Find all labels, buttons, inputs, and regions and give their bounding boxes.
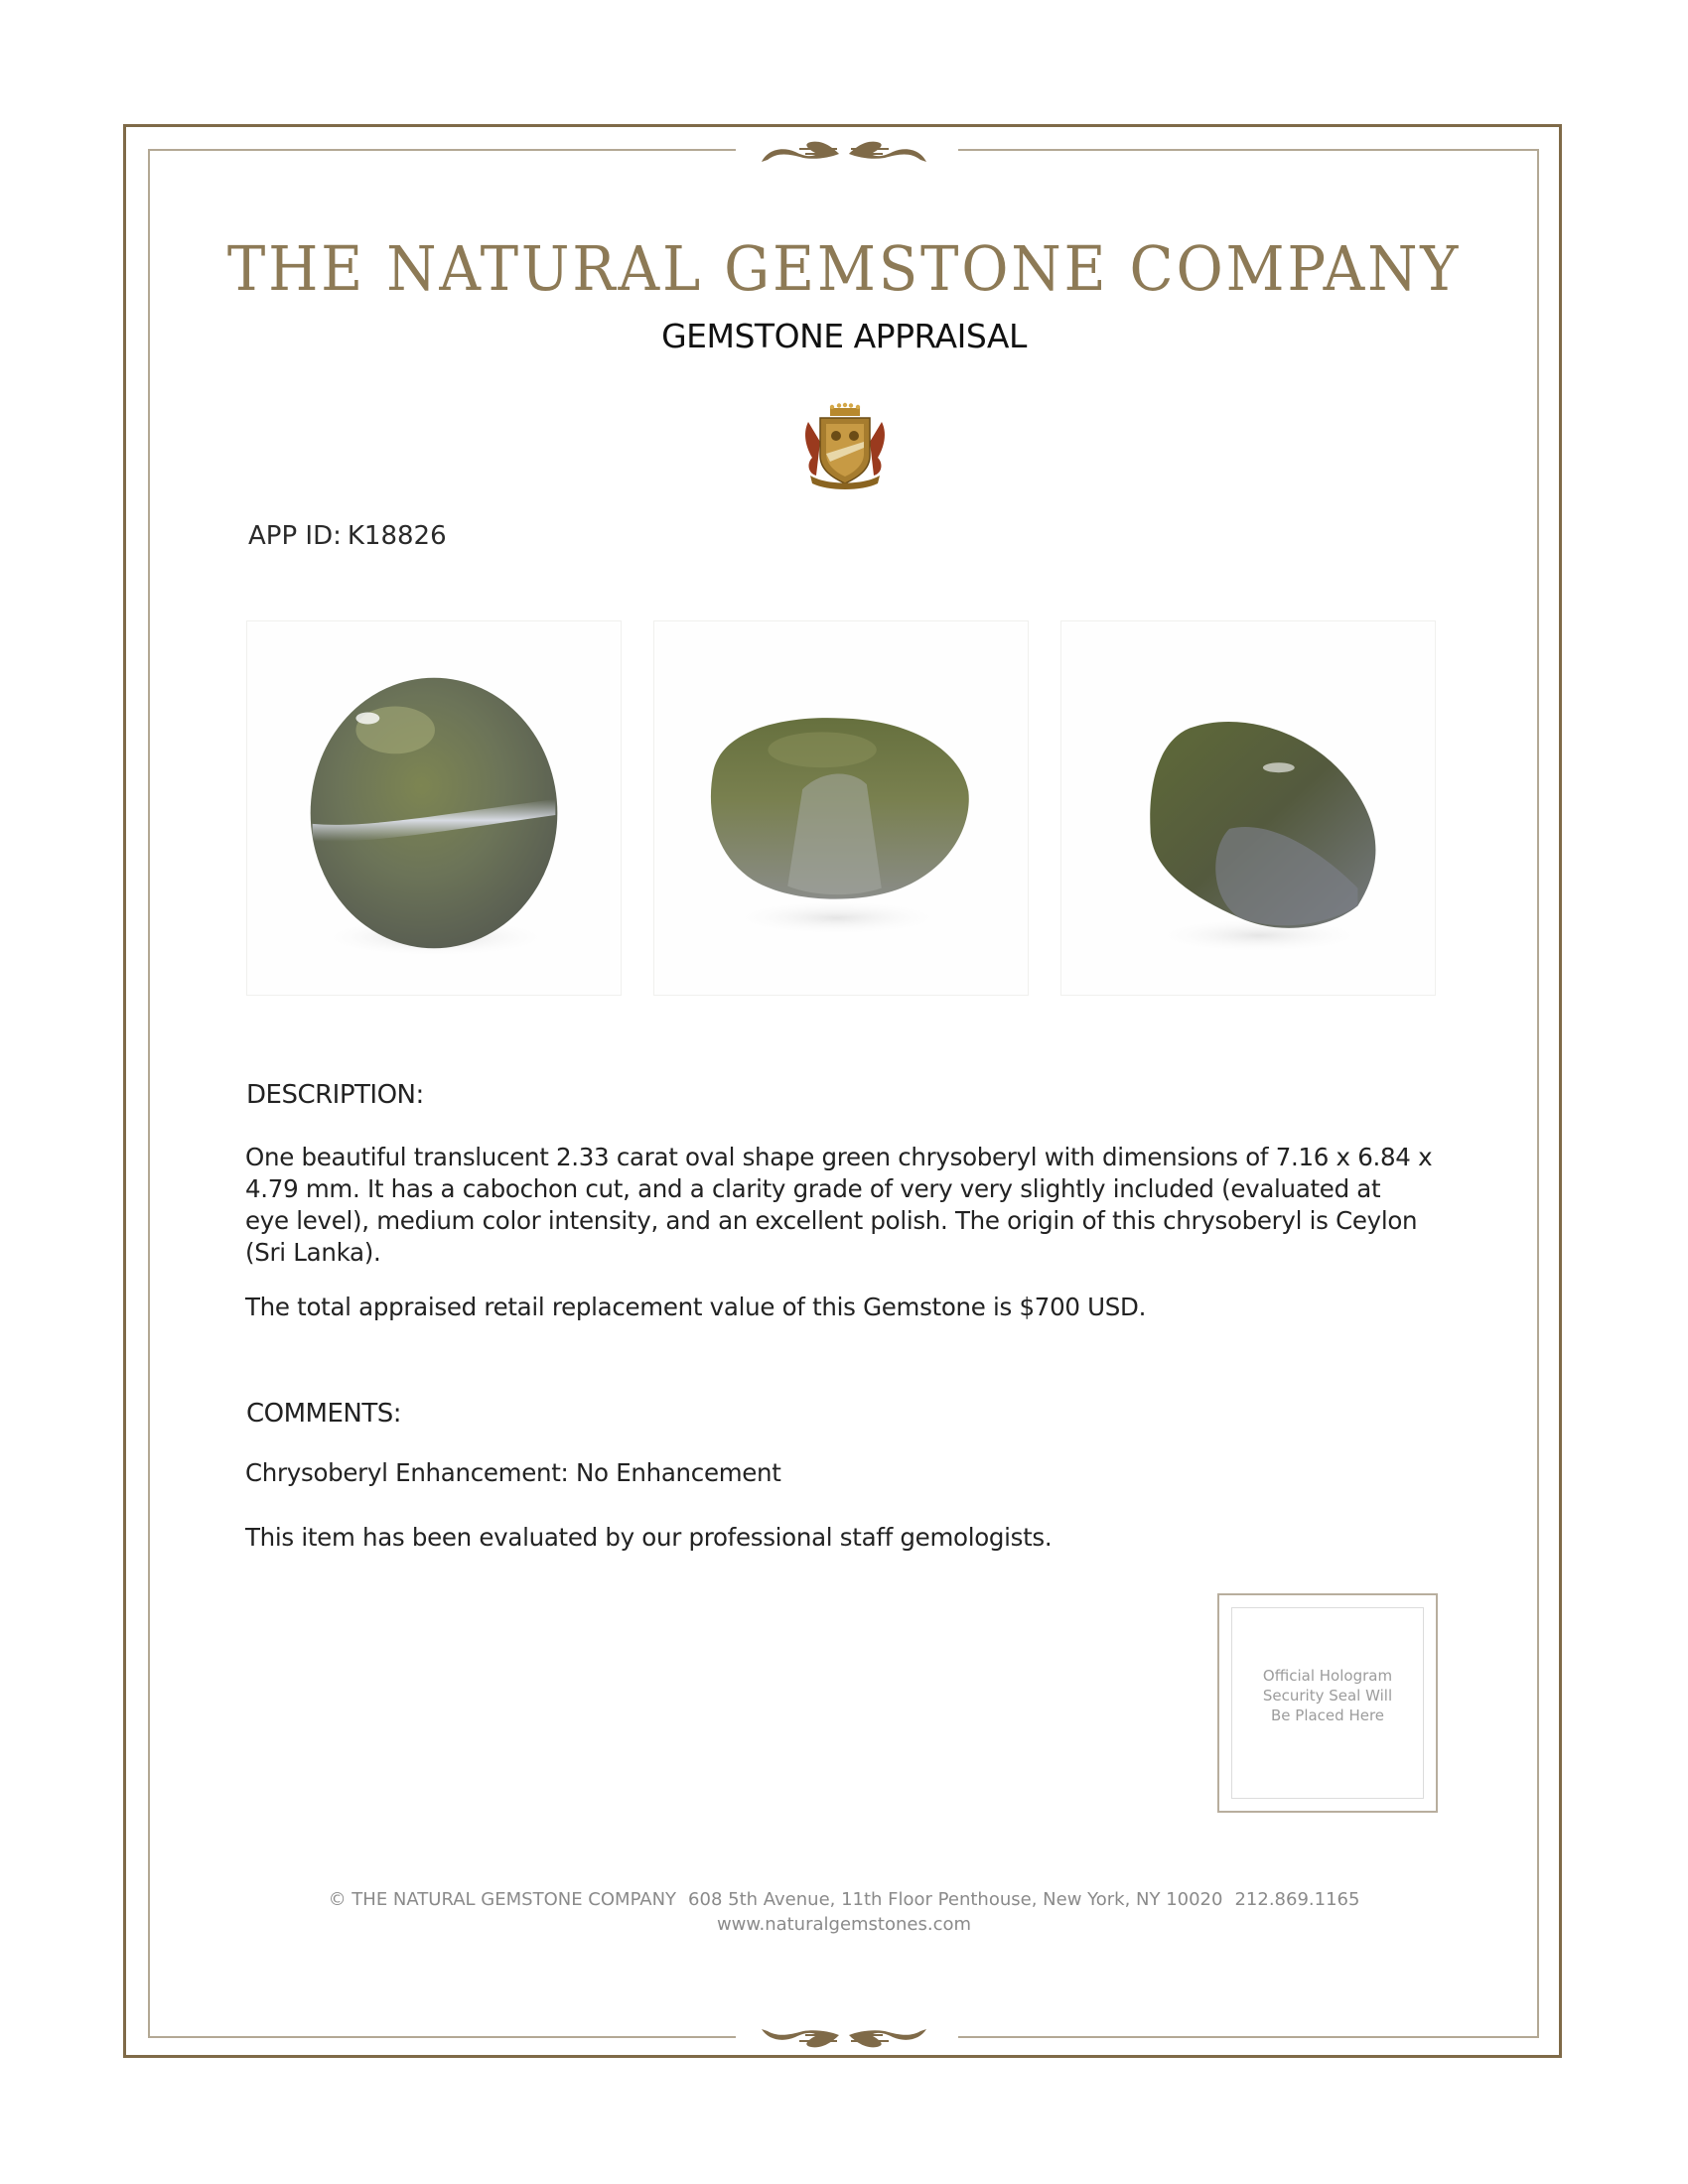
app-id — [248, 519, 447, 553]
footer-address: 608 5th Avenue, 11th Floor Penthouse, New York, NY 10020 — [688, 1889, 1223, 1910]
company-name-title: THE NATURAL GEMSTONE COMPANY — [226, 232, 1462, 305]
gem-photo-top-view — [246, 620, 622, 996]
top-flourish-ornament-icon — [760, 136, 928, 166]
enhancement-comment: Chrysoberyl Enhancement: No Enhancement — [245, 1458, 781, 1487]
company-crest-icon — [802, 402, 888, 491]
comments-heading: COMMENTS: — [246, 1399, 402, 1429]
footer-contact-line — [0, 1888, 1688, 1912]
seal-text-line: Security Seal Will — [1262, 1687, 1393, 1705]
app-id-value: K18826 — [347, 521, 447, 551]
seal-text-line: Official Hologram — [1262, 1667, 1393, 1685]
description-line: (Sri Lanka). — [245, 1238, 381, 1267]
bottom-flourish-ornament-icon — [760, 2023, 928, 2053]
gemstone-image — [247, 621, 621, 995]
appraised-value-statement: The total appraised retail replacement value of this Gemstone is $700 USD. — [245, 1293, 1147, 1321]
evaluation-note: This item has been evaluated by our professional staff gemologists. — [245, 1523, 1053, 1552]
description-body — [245, 1142, 1437, 1269]
gem-photo-angled-view — [1060, 620, 1436, 996]
inner-frame-bottom-left — [148, 2036, 736, 2038]
gemstone-image — [1061, 621, 1435, 995]
seal-text — [1219, 1666, 1436, 1725]
inner-frame-top-right — [958, 149, 1539, 151]
inner-frame-right — [1537, 149, 1539, 2038]
footer-phone: 212.869.1165 — [1234, 1889, 1360, 1910]
footer-website-link[interactable]: www.naturalgemstones.com — [716, 1914, 972, 1935]
inner-frame-bottom-right — [958, 2036, 1539, 2038]
inner-frame-left — [148, 149, 150, 2038]
inner-frame-top-left — [148, 149, 736, 151]
document-title: GEMSTONE APPRAISAL — [661, 317, 1027, 355]
description-line: eye level), medium color intensity, and an excellent polish. The origin of this chrysoberyl is Ceylon — [245, 1206, 1418, 1235]
seal-text-line: Be Placed Here — [1270, 1706, 1385, 1724]
description-line: 4.79 mm. It has a cabochon cut, and a clarity grade of very very slightly included (evaluated at — [245, 1174, 1381, 1203]
hologram-seal-placeholder — [1217, 1593, 1438, 1813]
gemstone-image — [654, 621, 1028, 995]
gem-photo-side-view — [653, 620, 1029, 996]
description-heading: DESCRIPTION: — [246, 1080, 424, 1110]
footer-copyright: © THE NATURAL GEMSTONE COMPANY — [328, 1889, 677, 1910]
app-id-label: APP ID: — [248, 521, 342, 551]
description-line: One beautiful translucent 2.33 carat oval shape green chrysoberyl with dimensions of 7.16 x 6.84 x — [245, 1143, 1433, 1171]
